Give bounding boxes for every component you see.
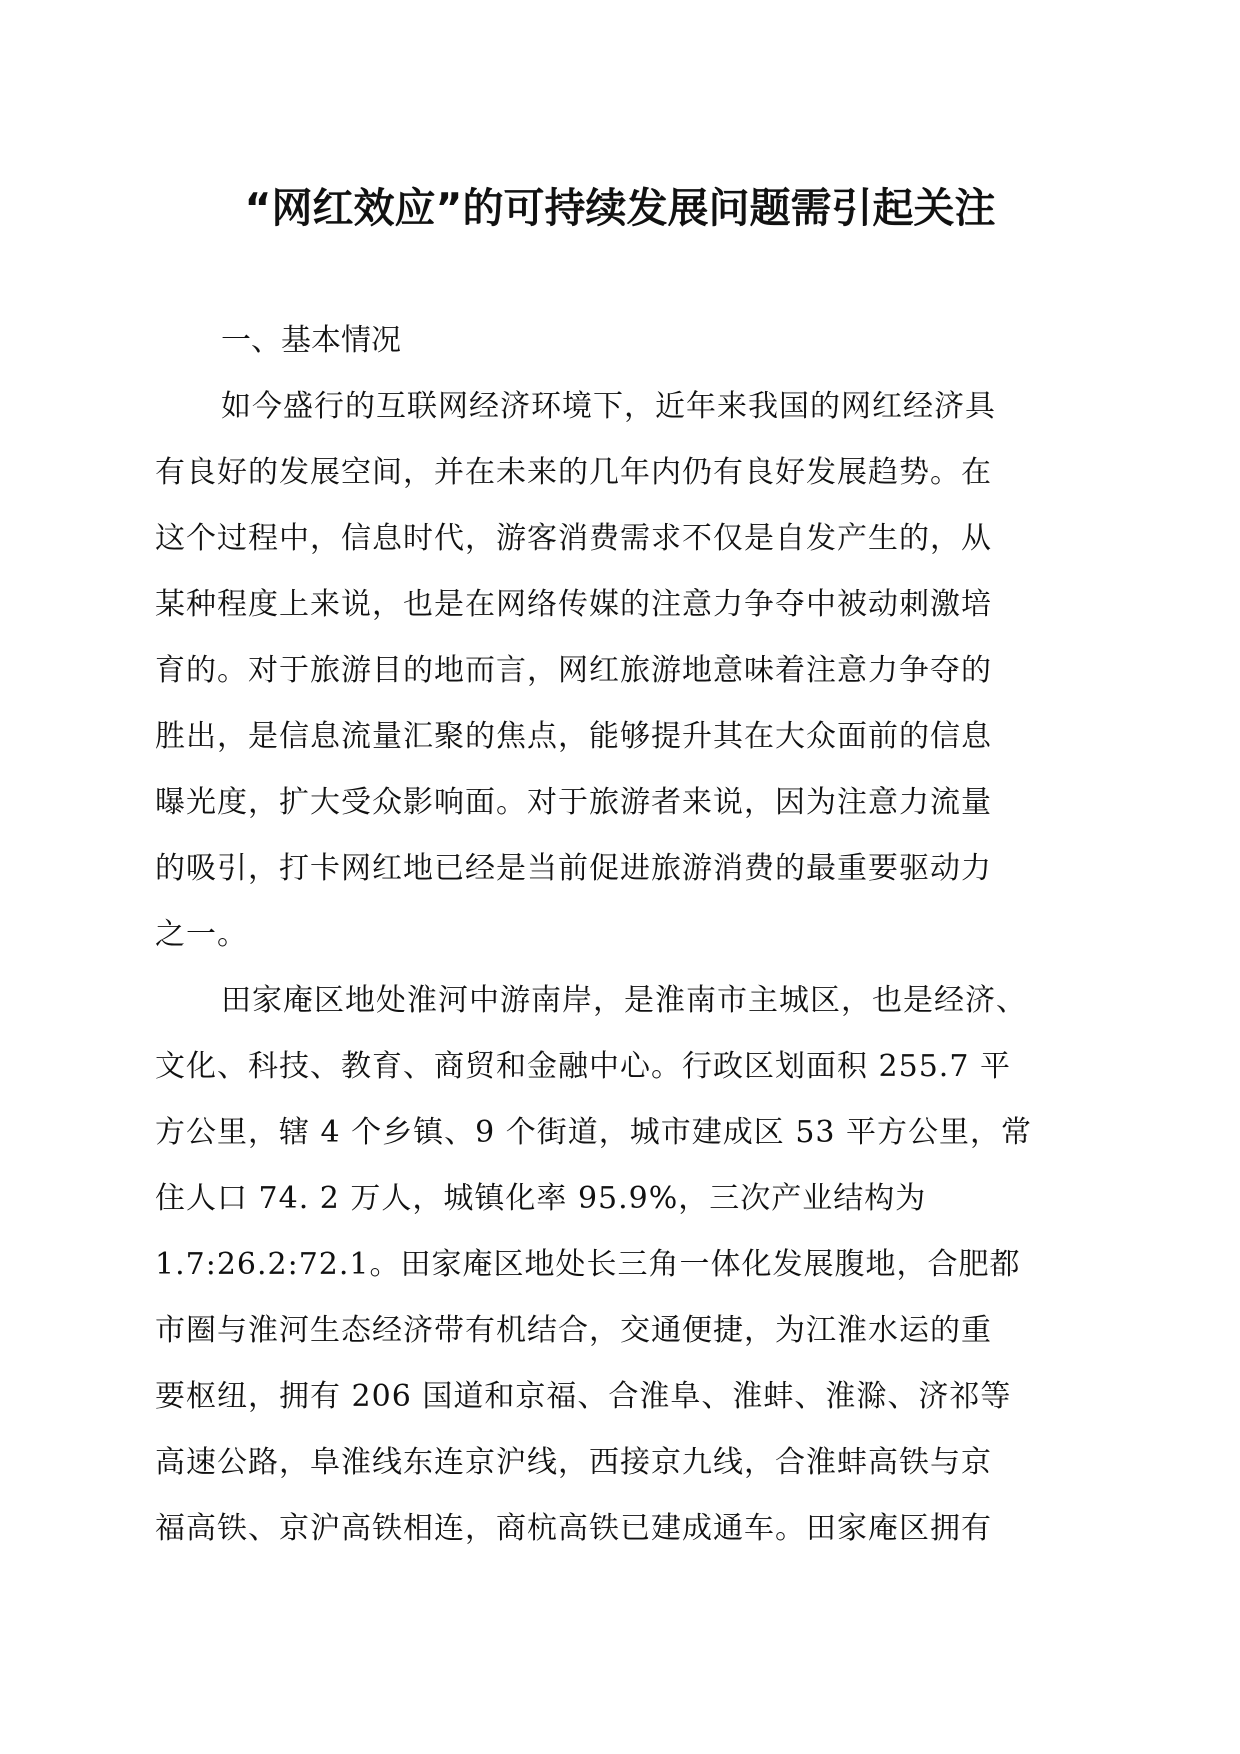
paragraph-2 <box>155 968 1085 1562</box>
paragraph-line: 如今盛行的互联网经济环境下，近年来我国的网红经济具 <box>221 389 996 424</box>
paragraph-line: 市圈与淮河生态经济带有机结合，交通便捷，为江淮水运的重 <box>155 1313 992 1348</box>
document-title: “网红效应”的可持续发展问题需引起关注 <box>244 184 996 232</box>
paragraph-line: 高速公路，阜淮线东连京沪线，西接京九线，合淮蚌高铁与京 <box>155 1445 992 1480</box>
paragraph-1 <box>155 374 1085 968</box>
paragraph-line: 要枢纽，拥有 206 国道和京福、合淮阜、淮蚌、淮滁、济祁等 <box>155 1379 1012 1414</box>
paragraph-line: 育的。对于旅游目的地而言，网红旅游地意味着注意力争夺的 <box>155 653 992 688</box>
paragraph-line: 这个过程中，信息时代，游客消费需求不仅是自发产生的，从 <box>155 521 992 556</box>
paragraph-line: 文化、科技、教育、商贸和金融中心。行政区划面积 255.7 平 <box>155 1049 1011 1084</box>
paragraph-line: 曝光度，扩大受众影响面。对于旅游者来说，因为注意力流量 <box>155 785 992 820</box>
paragraph-line: 福高铁、京沪高铁相连，商杭高铁已建成通车。田家庵区拥有 <box>155 1511 992 1546</box>
paragraph-line: 之一。 <box>155 917 248 952</box>
paragraph-line: 田家庵区地处淮河中游南岸，是淮南市主城区，也是经济、 <box>221 983 1027 1018</box>
document-body <box>155 308 1085 1562</box>
paragraph-line: 1.7:26.2:72.1。田家庵区地处长三角一体化发展腹地，合肥都 <box>155 1247 1021 1282</box>
paragraph-line: 某种程度上来说，也是在网络传媒的注意力争夺中被动刺激培 <box>155 587 992 622</box>
section-heading: 一、基本情况 <box>221 323 401 358</box>
paragraph-line: 住人口 74. 2 万人，城镇化率 95.9%，三次产业结构为 <box>155 1181 927 1216</box>
paragraph-line: 的吸引，打卡网红地已经是当前促进旅游消费的最重要驱动力 <box>155 851 992 886</box>
paragraph-line: 有良好的发展空间，并在未来的几年内仍有良好发展趋势。在 <box>155 455 992 490</box>
paragraph-line: 方公里，辖 4 个乡镇、9 个街道，城市建成区 53 平方公里，常 <box>155 1115 1033 1150</box>
paragraph-line: 胜出，是信息流量汇聚的焦点，能够提升其在大众面前的信息 <box>155 719 992 754</box>
